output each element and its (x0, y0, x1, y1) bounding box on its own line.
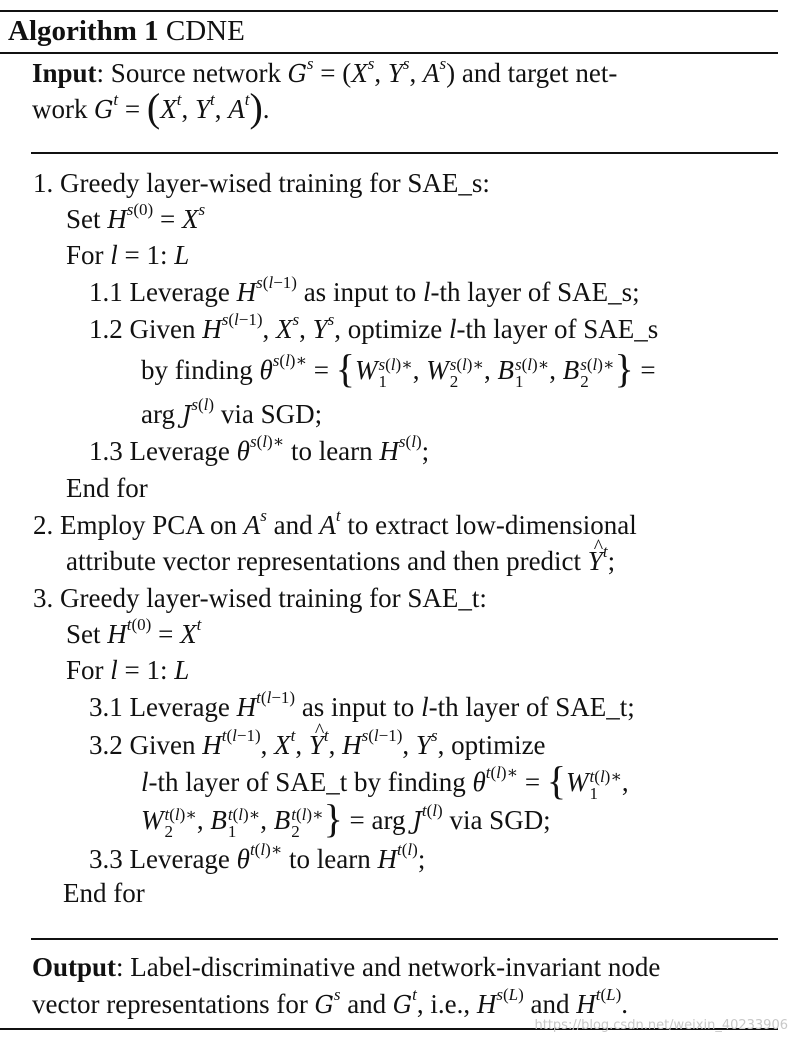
step-line: 2. Employ PCA on $A^s$ and $A^t$ to extract low-dimensional (33, 506, 637, 540)
step-line: 3.2 Given $H^{t(l-1)}$, $X^t$, ^ $Y^t$, $H^{s(l-1)}$, $Y^s$, optimize (89, 729, 546, 761)
output-label: Output (32, 952, 117, 982)
output-rule (31, 938, 778, 940)
step-line: Set $H^{s(0)} = X^s$ (66, 200, 206, 234)
output-line-1: Output: Label-discriminative and network-invariant node (32, 952, 661, 982)
input-line-2: work $G^t = (X^t$, $Y^t$, $A^t$). (32, 85, 270, 130)
step-line: attribute vector representations and then predict ^ $Y^t$; (66, 545, 615, 577)
step-line: For l = 1: L (66, 240, 190, 270)
step-line: 1.2 Given $H^{s(l-1)}$, $X^s$, $Y^s$, optimize l-th layer of SAE_s (89, 310, 659, 344)
step-line: 3.1 Leverage $H^{t(l-1)}$ as input to l-th layer of SAE_t; (89, 688, 635, 722)
step-line: 3.3 Leverage $\theta^{t(l)∗}$ to learn $H^{t(l)}$; (89, 840, 426, 874)
output-line-2: vector representations for $G^s$ and $G^t$, i.e., $H^{s(L)}$ and $H^{t(L)}$. (32, 985, 629, 1019)
step-line: by finding $\theta^{s(l)∗} = \{W$ s(l)∗ 1 , W s(l)∗ 2 , B s(l)∗ 1 , B s(l)∗ 2 } = (141, 346, 656, 391)
step-line: 3. Greedy layer-wised training for SAE_t: (33, 583, 487, 613)
step-line: arg $J^{s(l)}$ via SGD; (141, 395, 323, 429)
step-line: Set $H^{t(0)} = X^t$ (66, 615, 202, 649)
algorithm-label: Algorithm 1 (8, 15, 159, 47)
step-line: 1.3 Leverage $\theta^{s(l)∗}$ to learn $H^{s(l)}$; (89, 432, 430, 466)
step-line: End for (66, 473, 148, 503)
step-line: W t(l)∗ 2 , B t(l)∗ 1 , B t(l)∗ 2 } = arg $J^{t(l)}$ via SGD; (141, 796, 551, 841)
input-label: Input (32, 58, 97, 88)
algorithm-name: CDNE (165, 15, 245, 47)
input-line-1: Input: Source network $G^s = (X^s$, $Y^s$, $A^s$) and target net- (32, 54, 618, 88)
step-line: 1.1 Leverage $H^{s(l-1)}$ as input to l-th layer of SAE_s; (89, 273, 640, 307)
step-line: l-th layer of SAE_t by finding $\theta^{t(l)∗} = \{W$ t(l)∗ 1 , (141, 758, 629, 803)
title-rule (0, 52, 778, 54)
watermark-text: https://blog.csdn.net/weixin_40233906 (534, 1018, 788, 1033)
step-line: End for (63, 878, 145, 908)
algorithm-title (8, 15, 245, 47)
step-line: 1. Greedy layer-wised training for SAE_s: (33, 168, 490, 198)
input-rule (31, 152, 778, 154)
step-line: For l = 1: L (66, 655, 190, 685)
top-rule (0, 10, 778, 12)
